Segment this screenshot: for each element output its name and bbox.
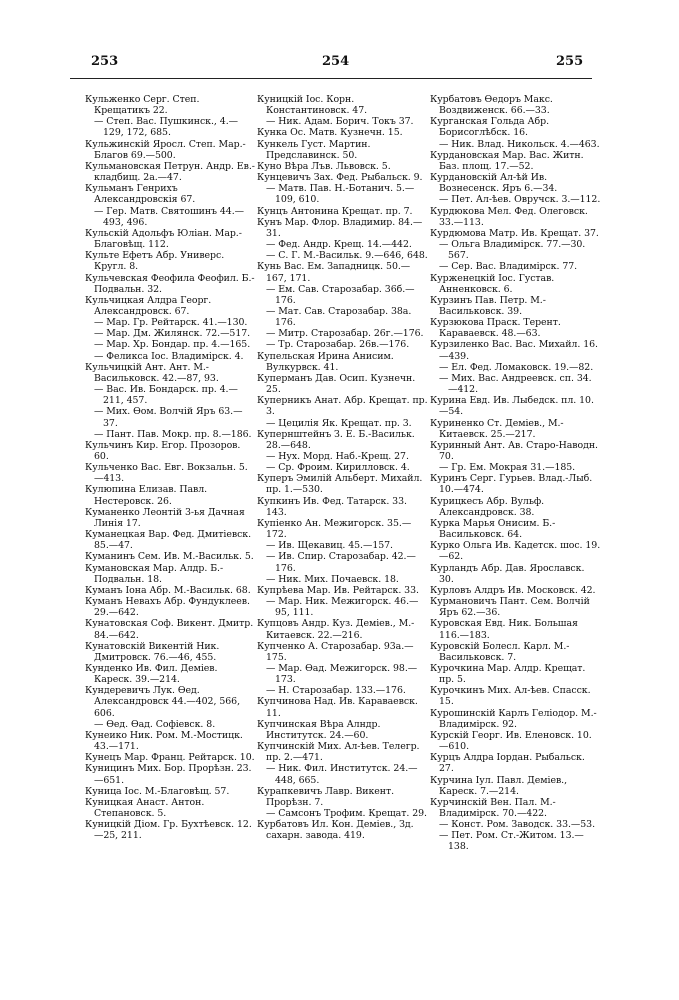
- directory-entry: — Ник. Влад. Никольск. 4.—463.: [439, 138, 600, 150]
- directory-entry: Курзюкова Праск. Терент. Караваевск. 48.—63.: [430, 317, 561, 340]
- directory-entry: Кунь Вас. Ем. Западницк. 50.—167, 171.: [257, 261, 411, 284]
- directory-entry: — Вас. Ив. Бондарск. пр. 4.—211, 457.: [94, 384, 238, 407]
- directory-entry: — Степ. Вас. Пушкинск., 4.—129, 172, 685.: [94, 116, 238, 139]
- directory-entry: Курка Марья Онисим. Б.-Васильковск. 64.: [430, 517, 556, 541]
- directory-entry: Купрѣева Мар. Ив. Рейтарск. 33.: [257, 584, 419, 596]
- directory-entry: Кульманъ Генрихъ Александровскія 67.: [85, 183, 196, 206]
- directory-entry: — Пант. Пав. Мокр. пр. 8.—186.: [94, 428, 252, 440]
- directory-entry: Курзинъ Пав. Петр. М.-Васильковск. 39.: [430, 294, 546, 317]
- directory-entry: Куницинъ Мих. Бор. Прорѣзн. 23.—651.: [85, 763, 252, 786]
- directory-entry: — Гр. Ем. Мокрая 31.—185.: [439, 462, 576, 474]
- directory-entry: Куриненко Ст. Деміев., М.-Китаевск. 25.—217.: [430, 417, 564, 440]
- directory-entry: Курзиленко Вас. Вас. Михайл. 16.—439.: [430, 339, 598, 362]
- directory-entry: Купцовъ Андр. Куз. Деміев., М.-Китаевск. 22.—216.: [257, 618, 415, 641]
- directory-entry: Кунцевичъ Зах. Фед. Рыбальск. 9.: [257, 172, 423, 184]
- directory-entry: Курцъ Алдра Іордан. Рыбальск. 27.: [430, 752, 585, 775]
- directory-entry: Куровская Евд. Ник. Большая 116.—183.: [430, 618, 578, 641]
- directory-entry: — Митр. Старозабар. 26г.—176.: [266, 328, 424, 340]
- directory-entry: Курбатовъ Ил. Кон. Деміев., Зд. сахарн. завода. 419.: [257, 819, 414, 842]
- directory-entry: Куницкій Іос. Корн. Константиновск. 47.: [257, 94, 368, 117]
- directory-entry: Курландъ Абр. Дав. Ярославск. 30.: [430, 562, 585, 585]
- directory-entry: Курко Ольга Ив. Кадетск. шос. 19.—62.: [430, 540, 601, 563]
- directory-entry: — Мар. Ѳад. Межигорск. 98.—173.: [266, 662, 418, 686]
- directory-entry: — Ел. Фед. Ломаковск. 19.—82.: [439, 361, 594, 373]
- center-page-number: 254: [322, 54, 350, 69]
- directory-entry: Курженецкій Іос. Густав. Анненковск. 6.: [430, 272, 555, 295]
- directory-entry: Кунъ Мар. Флор. Владимир. 84.—31.: [257, 216, 423, 239]
- column-2: [257, 94, 428, 841]
- directory-entry: — Конст. Ром. Заводск. 33.—53.: [439, 819, 595, 831]
- directory-entry: Курганская Гольда Абр. Борисоглѣбск. 16.: [430, 116, 549, 139]
- directory-entry: Курочкина Мар. Алдр. Крещат. пр. 5.: [430, 662, 586, 686]
- directory-entry: Курловъ Алдръ Ив. Московск. 42.: [430, 584, 596, 596]
- directory-entry: Куманъ Невахъ Абр. Фундуклеев. 29.—642.: [85, 596, 250, 619]
- directory-entry: — Тр. Старозабар. 26в.—176.: [266, 339, 410, 351]
- directory-entry: Кульченко Вас. Евг. Вокзальн. 5.—413.: [85, 462, 248, 485]
- directory-entry: — Сер. Вас. Владимірск. 77.: [439, 261, 578, 273]
- directory-entry: Курчинскій Вен. Пал. М.-Владимірск. 70.—422.: [430, 796, 556, 819]
- directory-entry: Курдановская Мар. Вас. Житн. Баз. площ. 17.—52.: [430, 149, 584, 172]
- directory-entry: Кунденко Ив. Фил. Деміев. Кареск. 39.—214.: [85, 662, 218, 686]
- directory-entry: Куринный Ант. Ав. Старо-Наводн. 70.: [430, 439, 598, 462]
- directory-entry: Курскій Георг. Ив. Еленовск. 10.—610.: [430, 729, 592, 753]
- directory-entry: Курдановскій Ал-ѣй Ив. Вознесенск. Яръ 6.—34.: [430, 172, 558, 195]
- directory-entry: Купкинъ Ив. Фед. Татарск. 33. 143.: [257, 495, 407, 518]
- directory-entry: Куницкая Анаст. Антон. Степановск. 5.: [85, 796, 205, 819]
- directory-entry: Кульженко Серг. Степ. Крещатикъ 22.: [85, 94, 200, 117]
- directory-entry: Кунка Ос. Матв. Кузнечн. 15.: [257, 127, 403, 139]
- directory-entry: Куманецкая Вар. Фед. Дмитіевск. 85.—47.: [85, 529, 252, 552]
- directory-entry: Кульжинскій Яросл. Степ. Мар.-Благов 69.—500.: [85, 138, 246, 161]
- directory-entry: Курчина Іул. Павл. Деміев., Кареск. 7.—214.: [430, 774, 568, 797]
- directory-entry: Купчинова Над. Ив. Караваевск. 11.: [257, 696, 418, 719]
- directory-entry: — Феликса Іос. Владимірск. 4.: [94, 350, 244, 362]
- directory-entry: Кумановская Мар. Алдр. Б.-Подвальн. 18.: [85, 562, 224, 585]
- directory-entry: Курина Евд. Ив. Лыбедск. пл. 10.—54.: [430, 395, 594, 418]
- directory-entry: — Н. Старозабар. 133.—176.: [266, 685, 406, 697]
- directory-entry: Кунатовскій Викентій Ник. Дмитровск. 76.—46, 455.: [85, 640, 220, 663]
- directory-entry: — Мар. Гр. Рейтарск. 41.—130.: [94, 317, 248, 329]
- header-rule: [70, 78, 592, 79]
- directory-entry: Куно Вѣра Лъв. Львовск. 5.: [257, 160, 391, 172]
- directory-entry: — Мих. Вас. Андреевск. сп. 34. —412.: [439, 372, 592, 396]
- directory-entry: Курдюкова Мел. Фед. Олеговск. 33.—113.: [430, 205, 588, 228]
- left-page-number: 253: [91, 54, 119, 69]
- directory-entry: Куперникъ Анат. Абр. Крещат. пр. 3.: [257, 395, 428, 418]
- directory-entry: — Мат. Сав. Старозабар. 38а. 176.: [266, 305, 412, 329]
- directory-entry: Купельская Ирина Анисим. Вулкурвск. 41.: [257, 350, 394, 373]
- directory-entry: — Ив. Спир. Старозабар. 42.—176.: [266, 551, 416, 574]
- directory-entry: Купчинская Вѣра Алндр. Институтск. 24.—60.: [257, 718, 381, 741]
- directory-entry: Кульскій Адольфъ Юліан. Мар.-Благовѣщ. 112.: [85, 227, 242, 251]
- directory-entry: Куровскій Болесл. Карл. М.-Васильковск. 7.: [430, 640, 570, 663]
- directory-entry: — Пет. Ал-ѣев. Овручск. 3.—112.: [439, 194, 601, 206]
- directory-entry: Куница Іос. М.-Благовѣщ. 57.: [85, 785, 230, 797]
- directory-entry: Кульчинъ Кир. Егор. Прозоров. 60.: [85, 439, 241, 462]
- directory-entry: Куперъ Эмилій Альберт. Михайл. пр. 1.—530.: [257, 473, 423, 496]
- right-page-number: 255: [556, 54, 584, 69]
- directory-entry: — Ср. Фроим. Кирилловск. 4.: [266, 462, 410, 474]
- directory-entry: Кульчевская Феофила Феофил. Б.-Подвальн. 32.: [85, 272, 255, 295]
- directory-entry: Куманъ Іона Абр. М.-Васильк. 68.: [85, 584, 251, 596]
- directory-entry: — Ник. Фил. Институтск. 24.—448, 665.: [266, 763, 418, 786]
- directory-entry: — Матв. Пав. Н.-Ботанич. 5.—109, 610.: [266, 183, 415, 206]
- directory-entry: — Ем. Сав. Старозабар. 36б.—176.: [266, 283, 415, 306]
- directory-entry: Купернштейнъ З. Е. Б.-Васильк. 28.—648.: [257, 428, 415, 451]
- directory-entry: — Мар. Ник. Межигорск. 46.—95, 111.: [266, 596, 419, 619]
- directory-entry: Куманинъ Сем. Ив. М.-Васильк. 5.: [85, 551, 254, 563]
- directory-entry: Курицкесъ Абр. Вульф. Александровск. 38.: [430, 495, 545, 518]
- directory-entry: Кунатовская Соф. Викент. Дмитр. 84.—642.: [85, 618, 254, 641]
- directory-entry: — Мар. Хр. Бондар. пр. 4.—165.: [94, 339, 251, 351]
- directory-entry: Кунеико Ник. Ром. М.-Мостицк. 43.—171.: [85, 729, 243, 753]
- directory-entry: — Цецилія Як. Крещат. пр. 3.: [266, 417, 412, 429]
- directory-entry: Купчинскій Мих. Ал-ѣев. Телегр. пр. 2.—471.: [257, 741, 420, 764]
- directory-entry: Кульчицкій Ант. Ант. М.-Васильковск. 42.—87, 93.: [85, 361, 219, 384]
- directory-entry: Курмановичъ Пант. Сем. Волчій Яръ 62.—36.: [430, 596, 590, 619]
- directory-entry: Курочкинъ Мих. Ал-ѣев. Спасск. 15.: [430, 685, 591, 708]
- directory-entry: Кункель Густ. Мартин. Предславинск. 50.: [257, 138, 371, 161]
- directory-entry: — Пет. Ром. Ст.-Житом. 13.—138.: [439, 830, 584, 853]
- directory-entry: Курошинскій Карлъ Геліодор. М.-Владимірск. 92.: [430, 707, 597, 730]
- directory-entry: — Гер. Матв. Святошинъ 44.—493, 496.: [94, 205, 244, 228]
- directory-entry: Купченко А. Старозабар. 93а.—175.: [257, 640, 414, 663]
- directory-entry: — Ѳед. Ѳад. Софіевск. 8.: [94, 718, 216, 730]
- directory-entry: — Фед. Андр. Крещ. 14.—442.: [266, 239, 412, 251]
- directory-entry: Курдюмова Матр. Ив. Крещат. 37.: [430, 227, 599, 239]
- directory-entry: Культе Ефетъ Абр. Универс. Кругл. 8.: [85, 250, 225, 273]
- directory-entry: — С. Г. М.-Васильк. 9.—646, 648.: [266, 250, 428, 262]
- directory-entry: Кульчицкая Алдра Георг. Александровск. 67.: [85, 294, 212, 317]
- column-1: [85, 94, 256, 841]
- directory-entry: Куперманъ Дав. Осип. Кузнечн. 25.: [257, 372, 416, 396]
- directory-entry: Кунцъ Антонина Крещат. пр. 7.: [257, 205, 413, 217]
- directory-entry: — Ольга Владимірск. 77.—30. 567.: [439, 239, 586, 262]
- directory-entry: Куницкій Діом. Гр. Бухтѣевск. 12.—25, 211.: [85, 819, 252, 842]
- directory-entry: Куманенко Леонтій 3-ья Дачная Линія 17.: [85, 506, 245, 529]
- directory-entry: Кулюпина Елизав. Павл. Нестеровск. 26.: [85, 484, 208, 507]
- directory-entry: Кульмановская Петрун. Андр. Ев.-кладбищ. 2а.—47.: [85, 160, 255, 184]
- directory-entry: — Ник. Мих. Почаевск. 18.: [266, 573, 399, 585]
- page-header: [0, 0, 679, 90]
- directory-entry: — Мих. Ѳом. Волчій Яръ 63.—37.: [94, 406, 243, 429]
- directory-entry: Кунецъ Мар. Франц. Рейтарск. 10.: [85, 752, 255, 764]
- directory-entry: — Нух. Морд. Наб.-Крещ. 27.: [266, 451, 409, 462]
- directory-entry: Курапкевичъ Лавр. Викент. Прорѣзн. 7.: [257, 785, 395, 808]
- directory-entry: — Самсонъ Трофим. Крещат. 29.: [266, 808, 427, 819]
- directory-entry: Куринъ Серг. Гурьев. Влад.-Лыб. 10.—474.: [430, 473, 593, 496]
- directory-entry: — Мар. Дм. Жилянск. 72.—517.: [94, 328, 251, 340]
- directory-entry: — Ив. Щекавиц. 45.—157.: [266, 540, 393, 552]
- directory-entry: — Ник. Адам. Борич. Токъ 37.: [266, 116, 414, 128]
- directory-entry: Купіенко Ан. Межигорск. 35.—172.: [257, 517, 412, 541]
- directory-entry: Курбатовъ Ѳедоръ Макс. Воздвиженск. 66.—33.: [430, 94, 553, 117]
- column-3: [430, 94, 601, 853]
- directory-entry: Кундеревичъ Лук. Ѳед. Александровск 44.—402, 566, 606.: [85, 685, 240, 719]
